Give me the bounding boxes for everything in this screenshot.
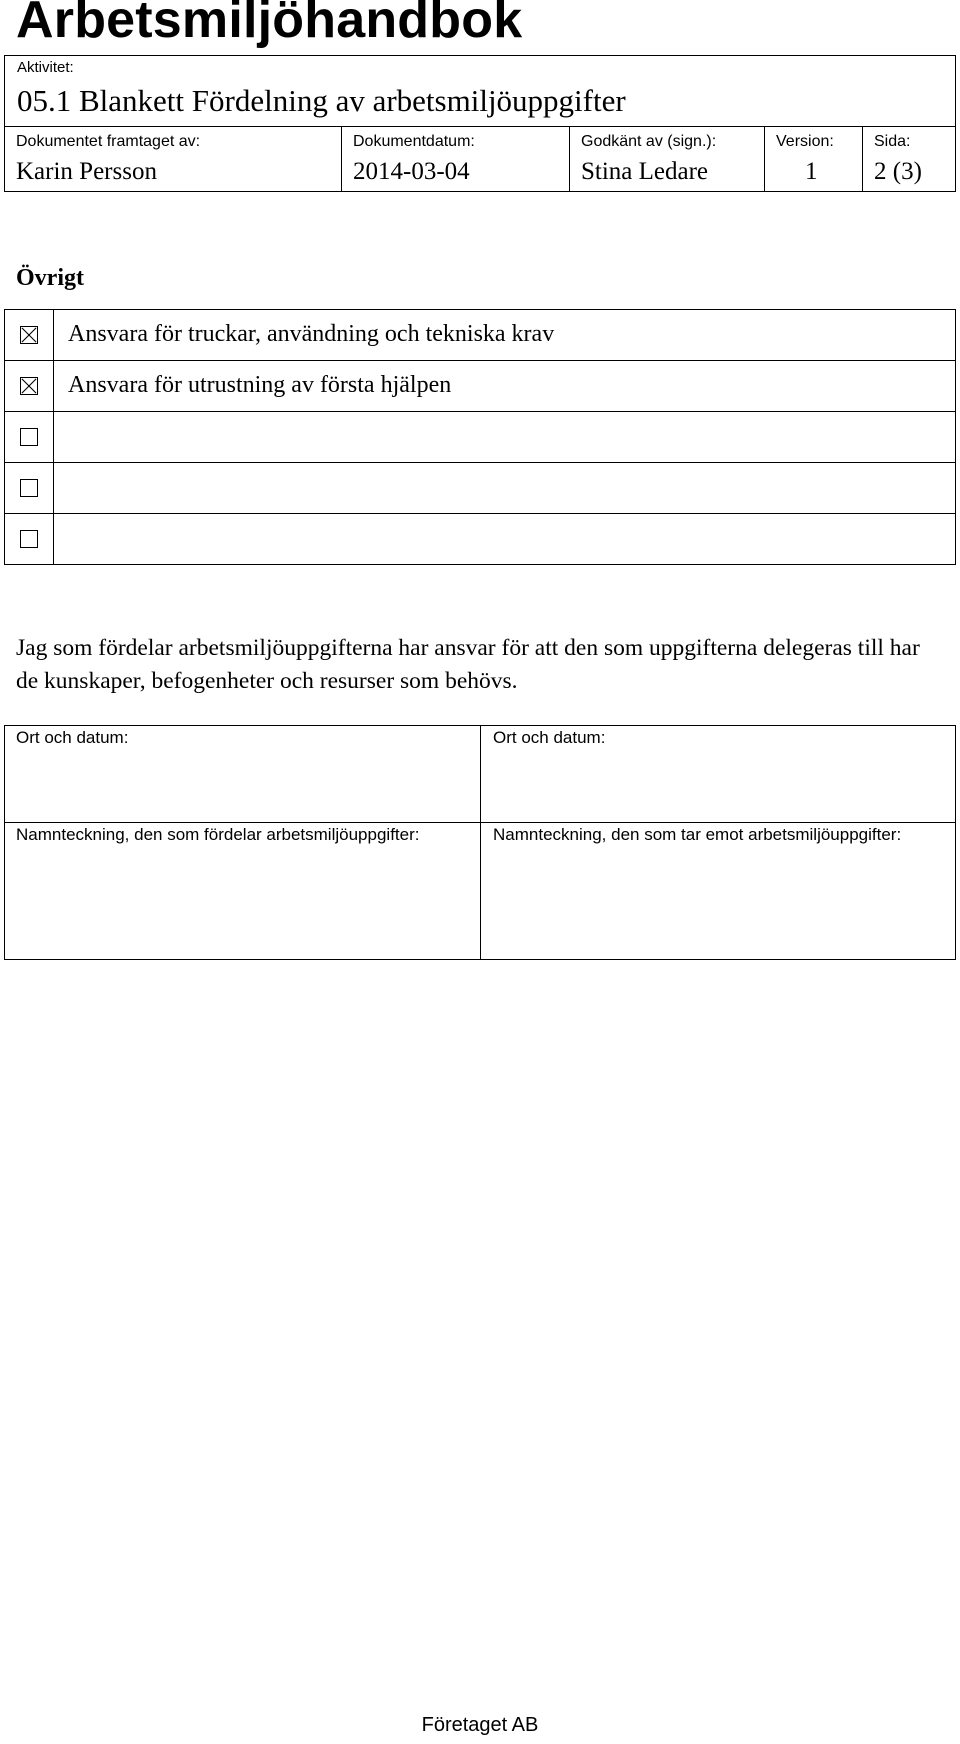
checklist-item-text: Ansvara för utrustning av första hjälpen [68,371,452,398]
place-date-label-right: Ort och datum: [493,728,606,747]
page-cell [862,127,954,191]
table-divider [480,726,481,959]
page-value: 2 (3) [874,158,922,185]
activity-value: 05.1 Blankett Fördelning av arbetsmiljöuppgifter [17,83,626,118]
page-label: Sida: [874,133,911,150]
checkbox-cell [5,361,54,411]
document-title: Arbetsmiljöhandbok [16,0,523,49]
place-date-label-left: Ort och datum: [16,728,129,747]
date-value: 2014-03-04 [353,158,470,185]
checkbox-cell [5,463,54,513]
version-cell [764,127,862,191]
author-value: Karin Persson [16,158,157,185]
author-cell [5,127,341,191]
signature-label-left: Namnteckning, den som fördelar arbetsmiljöuppgifter: [16,825,420,844]
date-cell [341,127,569,191]
checkbox-cell [5,310,54,360]
footer-company: Företaget AB [421,1714,539,1736]
approved-cell [569,127,764,191]
approved-value: Stina Ledare [581,158,709,185]
metadata-row [5,127,955,191]
checklist-row [5,411,955,462]
signature-table [4,725,956,960]
section-title: Övrigt [16,265,84,291]
checklist-row [5,462,955,513]
date-label: Dokumentdatum: [353,133,475,150]
checkbox-checked[interactable] [20,377,38,395]
checkbox-checked[interactable] [20,326,38,344]
author-label: Dokumentet framtaget av: [16,133,201,150]
check-x-icon [21,378,37,394]
version-value: 1 [805,158,818,185]
checklist-row [5,513,955,564]
responsibility-statement: Jag som fördelar arbetsmiljöuppgifterna har ansvar för att den som uppgifterna delegeras till har de kunskaper, befogenheter och resurser som behövs. [16,635,920,694]
checklist-item-text: Ansvara för truckar, användning och tekniska krav [68,320,555,347]
signature-label-right: Namnteckning, den som tar emot arbetsmiljöuppgifter: [493,825,902,844]
table-divider [5,822,955,823]
version-label: Version: [776,133,834,150]
checkbox-cell [5,412,54,462]
checkbox-unchecked[interactable] [20,530,38,548]
checkbox-unchecked[interactable] [20,428,38,446]
checkbox-unchecked[interactable] [20,479,38,497]
task-checklist [4,309,956,565]
checklist-row [5,360,955,411]
document-header-table [4,55,956,192]
checkbox-cell [5,514,54,564]
approved-label: Godkänt av (sign.): [581,133,717,150]
activity-cell [5,56,955,127]
activity-label: Aktivitet: [17,59,74,76]
check-x-icon [21,327,37,343]
checklist-row [5,310,955,360]
